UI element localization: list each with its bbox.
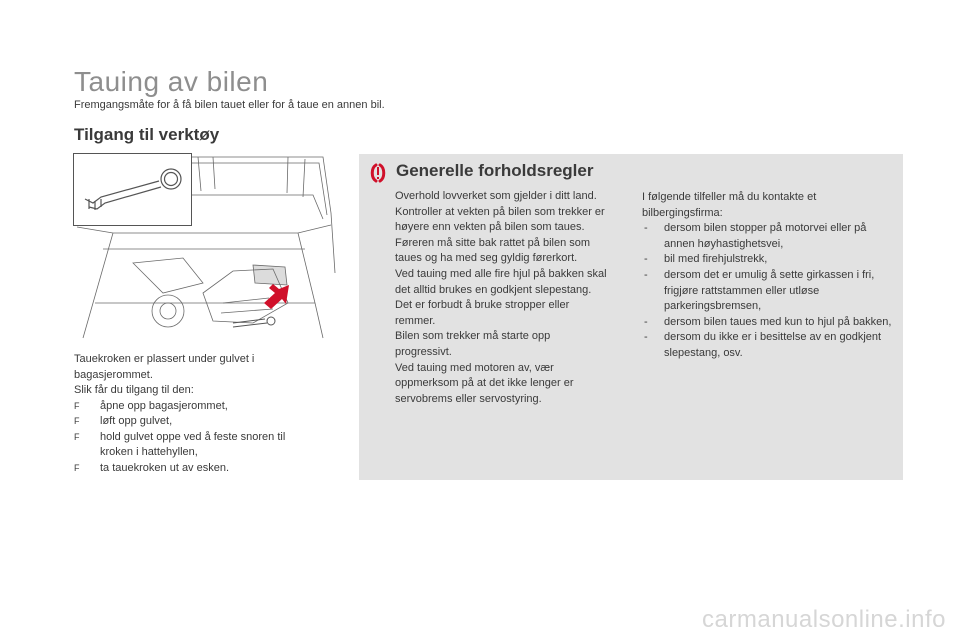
precautions-column-right [642,190,897,362]
list-item: - dersom bilen taues med kun to hjul på bakken, [642,315,897,331]
precaution-paragraph: Ved tauing med alle fire hjul på bakken skal det alltid brukes en godkjent slepestang. Det er forbudt å bruke stropper eller remmer. [395,267,607,327]
access-how: Slik får du tilgang til den: [74,384,194,396]
dash-marker: - [644,268,648,281]
page-title: Tauing av bilen [74,66,269,97]
access-intro: Tauekroken er plassert under gulvet i bagasjerommet. [74,353,255,381]
list-item: - dersom du ikke er i besittelse av en godkjent slepestang, osv. [644,331,882,359]
precaution-paragraph: Bilen som trekker må starte opp progressivt. [395,330,551,358]
bullet-icon: F [74,462,80,473]
precaution-paragraph: Kontroller at vekten på bilen som trekker er høyere enn vekten på bilen som taues. [395,205,605,234]
precautions-column-left [395,189,610,407]
precaution-paragraph: Ved tauing med motoren av, vær oppmerksom på at det ikke lenger er servobrems eller servostyring. [395,361,574,405]
bullet-icon: F [74,416,80,426]
trunk-towing-eye-illustration [73,153,336,339]
general-precautions-panel [359,154,903,480]
section-title: Tilgang til verktøy [74,125,220,144]
precaution-paragraph: Føreren må sitte bak rattet på bilen som taues og ha med seg gyldig førerkort. [395,236,591,265]
dash-marker: - [644,331,648,344]
access-instructions [74,352,314,476]
list-item: F løft opp gulvet, [74,414,314,430]
panel-title: Generelle forholdsregler [396,161,594,180]
dash-marker: - [644,253,648,266]
list-item: - bil med firehjulstrekk, [642,252,897,268]
list-item: F hold gulvet oppe ved å feste snoren til kroken i hattehyllen, [74,430,286,458]
watermark: carmanualsonline.info [702,606,946,633]
warning-icon [367,162,389,184]
contact-intro: I følgende tilfeller må du kontakte et bilbergingsfirma: [642,191,817,219]
page-subtitle: Fremgangsmåte for å få bilen tauet eller for å taue en annen bil. [74,99,385,111]
list-item: F åpne opp bagasjerommet, [74,399,314,415]
bullet-icon: F [74,431,80,442]
list-item: - dersom bilen stopper på motorvei eller på annen høyhastighetsvei, [644,222,867,250]
dash-marker: - [644,222,648,235]
access-steps [74,399,314,477]
towing-cases [642,221,897,361]
dash-marker: - [644,315,648,328]
list-item: - dersom det er umulig å sette girkassen i fri, frigjøre rattstammen eller utløse parkeringsbremsen, [644,268,875,313]
list-item: F ta tauekroken ut av esken. [74,461,314,477]
bullet-icon: F [74,400,80,411]
precaution-paragraph: Overhold lovverket som gjelder i ditt land. [395,190,597,202]
